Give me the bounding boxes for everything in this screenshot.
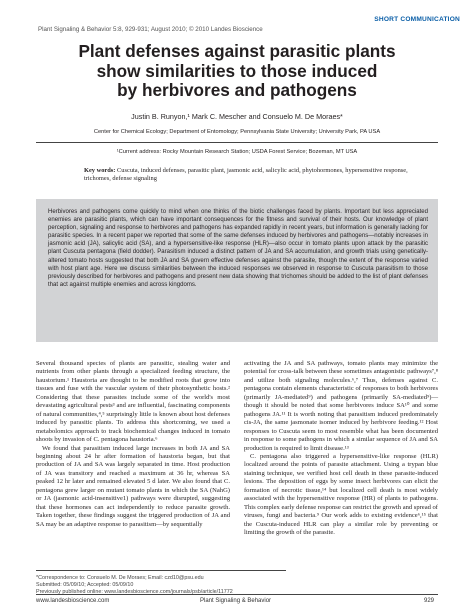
- journal-citation-line: Plant Signaling & Behavior 5:8, 929-931; August 2010; © 2010 Landes Bioscience: [38, 26, 263, 33]
- footer-journal: Plant Signaling & Behavior: [200, 598, 272, 604]
- correspondence: *Correspondence to: Consuelo M. De Moraes; Email: czd10@psu.edu: [36, 575, 204, 581]
- divider: [36, 142, 438, 143]
- section-tag: SHORT COMMUNICATION: [374, 16, 460, 23]
- submission-dates: Submitted: 05/09/10; Accepted: 05/09/10: [36, 582, 134, 588]
- page-number: 929: [424, 598, 435, 604]
- paragraph: activating the JA and SA pathways, tomato plants may minimize the potential for cross-talk between these sometimes antagonistic pathways⁷,⁸ and utilize both signaling molecules.⁶,⁷ Thus, defenses against C. pentagona contain elements characteristic of responses to both herbivores (primarily JA-mediated⁹) and pathogens (primarily SA-mediated⁹)—though it should be noted that some herbivores induce SA¹⁰ and some pathogens JA.¹¹ It is worth noting that parasitism induced predominately cis-JA, the same jasmonate isomer induced by herbivore feeding.¹² Host responses to Cuscuta seem to most resemble what has been documented in response to some pathogens in which a similar sequence of JA and SA production is required to limit disease.¹³: [244, 360, 438, 452]
- keywords: [84, 167, 420, 183]
- keywords-label: Key words:: [84, 167, 116, 174]
- paragraph: We found that parasitism induced large increases in both JA and SA beginning about 24 hr after formation of haustoria began, but that production of JA and SA was largely separated in time. Host production of JA was transitory and reached a maximum at 36 hr, whereas SA peaked 12 hr later and remained elevated 5 d later. We also found that C. pentagona grew larger on mutant tomato plants in which the SA (NahG) or JA (jasmonic acid-insensitive1) pathways were disrupted, suggesting that these hormones can act independently to reduce parasite growth. Taken together, these findings suggest the triggered production of JA and SA may be an adaptive response to parasitism—by sequentially: [36, 444, 230, 528]
- title-line: show similarities to those induced: [96, 60, 378, 81]
- keywords-text: Cuscuta, induced defenses, parasitic plant, jasmonic acid, salicylic acid, phytohormones, hypersensitive response, trichomes, defense signaling: [84, 167, 408, 182]
- body-column-left: [36, 360, 230, 529]
- correspondence-notes: [36, 575, 286, 596]
- footer-divider: [36, 594, 438, 595]
- title-line: by herbivores and pathogens: [117, 80, 357, 100]
- footnote-divider: [36, 570, 286, 571]
- body-column-right: [244, 360, 438, 538]
- affiliation: Center for Chemical Ecology; Department of Entomology; Pennsylvania State University; University Park, PA USA: [93, 129, 381, 135]
- previously-published: Previously published online: www.landesbioscience.com/journals/psb/article/11772: [36, 589, 233, 595]
- abstract-text: Herbivores and pathogens come quickly to mind when one thinks of the biotic challenges faced by plants. Important but less appreciated enemies are parasitic plants, which can have important consequences for the fitness and survival of their hosts. Our knowledge of plant perception, signaling and response to herbivores and pathogens has expanded rapidly in recent years, but information is generally lacking for parasitic species. In a recent paper we reported that some of the same defenses induced by herbivores and pathogens—notably increases in jasmonic acid (JA), salicylic acid (SA), and a hypersensitive-like response (HLR)—also occur in tomato plants upon attack by the parasitic plant Cuscuta pentagona (field dodder). Parasitism induced a distinct pattern of JA and SA accumulation, and growth trials using genetically-altered tomato hosts suggested that both JA and SA govern effective defenses against the parasite, though the extent of the response varied with host plant age. Here we discuss similarities between the induced responses we observed in response to Cuscuta parasitism to those previously described for herbivores and pathogens and present new data showing that trichomes should be added to the list of plant defenses that act against multiple enemies and across kingdoms.: [48, 209, 428, 288]
- article-title: [30, 42, 444, 101]
- footer-website: www.landesbioscience.com: [36, 598, 110, 604]
- paragraph: C. pentagona also triggered a hypersensitive-like response (HLR) localized around the points of parasite attachment. Using a trypan blue staining technique, we verified host cell death in these parasite-induced lesions. The deposition of eggs by some insect herbivores can elicit the formation of necrotic tissue,¹⁴ but localized cell death is most widely associated with the hypersensitive response (HR) of plants to pathogens. This complex early defense response can restrict the growth and spread of viruses, fungi and bacteria.⁹ Our work adds to existing evidence⁶,¹⁵ that the Cuscuta-induced HLR can play a similar role by preventing or limiting the growth of the parasite.: [244, 452, 438, 537]
- current-address: ¹Current address: Rocky Mountain Research Station; USDA Forest Service; Bozeman, MT USA: [116, 149, 358, 155]
- author-list: Justin B. Runyon,¹ Mark C. Mescher and Consuelo M. De Moraes*: [131, 112, 343, 121]
- title-line: Plant defenses against parasitic plants: [78, 41, 396, 61]
- paragraph: Several thousand species of plants are parasitic, stealing water and nutrients from other plants through a specialized feeding structure, the haustorium.¹ Haustoria are thought to be modified roots that grow into tissues and fuse with the vascular system of their photosynthetic hosts.² Considering that these parasites include some of the world's most devastating agricultural pests³ and are influential, fascinating components of natural communities,⁴,⁵ surprisingly little is known about host defenses induced by parasitic plants. To address this shortcoming, we used a metabolomics approach to track biochemical changes induced in tomato shoots by invasion of C. pentagona haustoria.⁶: [36, 360, 230, 444]
